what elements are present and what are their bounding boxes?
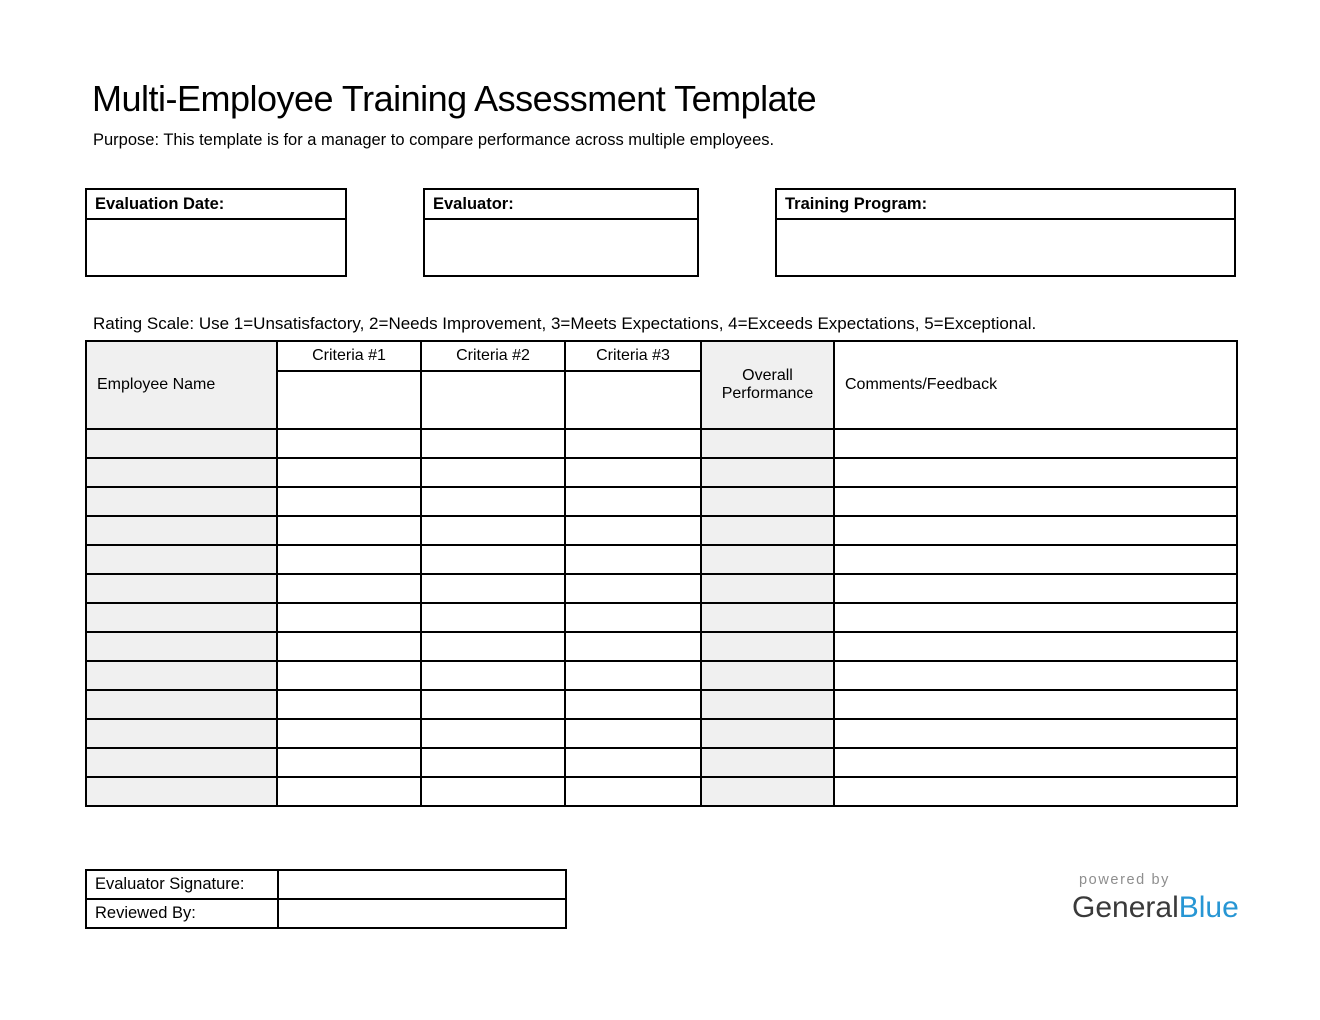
criteria-2-header: Criteria #2 [421, 341, 565, 371]
comments-cell[interactable] [834, 690, 1237, 719]
employee-name-cell[interactable] [86, 516, 277, 545]
criteria-3-cell[interactable] [565, 661, 701, 690]
comments-cell[interactable] [834, 719, 1237, 748]
training-program-box [775, 188, 1236, 277]
criteria-3-cell[interactable] [565, 574, 701, 603]
employee-name-cell[interactable] [86, 487, 277, 516]
criteria-3-cell[interactable] [565, 632, 701, 661]
criteria-1-cell[interactable] [277, 661, 421, 690]
table-row [86, 458, 1237, 487]
table-row [86, 632, 1237, 661]
comments-cell[interactable] [834, 777, 1237, 806]
employee-name-cell[interactable] [86, 545, 277, 574]
criteria-2-description-cell[interactable] [421, 371, 565, 429]
table-header-row [86, 341, 1237, 371]
criteria-2-cell[interactable] [421, 603, 565, 632]
comments-cell[interactable] [834, 632, 1237, 661]
overall-performance-cell[interactable] [701, 748, 834, 777]
criteria-3-cell[interactable] [565, 458, 701, 487]
criteria-2-cell[interactable] [421, 661, 565, 690]
overall-performance-cell[interactable] [701, 545, 834, 574]
overall-performance-cell[interactable] [701, 603, 834, 632]
overall-performance-cell[interactable] [701, 516, 834, 545]
criteria-2-cell[interactable] [421, 777, 565, 806]
criteria-3-header: Criteria #3 [565, 341, 701, 371]
reviewed-by-label: Reviewed By: [86, 899, 278, 928]
evaluation-date-label: Evaluation Date: [87, 190, 345, 220]
criteria-2-cell[interactable] [421, 719, 565, 748]
criteria-3-cell[interactable] [565, 719, 701, 748]
criteria-1-cell[interactable] [277, 690, 421, 719]
table-row [86, 690, 1237, 719]
criteria-2-cell[interactable] [421, 458, 565, 487]
evaluator-label: Evaluator: [425, 190, 697, 220]
overall-performance-cell[interactable] [701, 661, 834, 690]
overall-performance-cell[interactable] [701, 574, 834, 603]
table-row [86, 603, 1237, 632]
table-row [86, 777, 1237, 806]
comments-cell[interactable] [834, 603, 1237, 632]
employee-name-cell[interactable] [86, 719, 277, 748]
employee-name-cell[interactable] [86, 458, 277, 487]
criteria-2-cell[interactable] [421, 516, 565, 545]
employee-name-cell[interactable] [86, 748, 277, 777]
employee-name-cell[interactable] [86, 574, 277, 603]
training-program-label: Training Program: [777, 190, 1234, 220]
comments-feedback-header: Comments/Feedback [834, 341, 1237, 429]
evaluation-date-field[interactable] [87, 220, 345, 275]
table-row [86, 545, 1237, 574]
criteria-2-cell[interactable] [421, 690, 565, 719]
criteria-1-cell[interactable] [277, 574, 421, 603]
comments-cell[interactable] [834, 661, 1237, 690]
purpose-text: Purpose: This template is for a manager to compare performance across multiple employees. [93, 131, 775, 149]
criteria-1-cell[interactable] [277, 487, 421, 516]
employee-name-cell[interactable] [86, 632, 277, 661]
reviewed-by-field[interactable] [278, 899, 566, 928]
signature-table [85, 869, 567, 929]
overall-performance-cell[interactable] [701, 632, 834, 661]
overall-performance-cell[interactable] [701, 690, 834, 719]
criteria-1-cell[interactable] [277, 748, 421, 777]
overall-performance-cell[interactable] [701, 719, 834, 748]
evaluation-date-box [85, 188, 347, 277]
table-row [86, 748, 1237, 777]
employee-name-header: Employee Name [86, 341, 277, 429]
page-title: Multi-Employee Training Assessment Template [92, 78, 817, 119]
criteria-1-header: Criteria #1 [277, 341, 421, 371]
employee-name-cell[interactable] [86, 690, 277, 719]
criteria-1-cell[interactable] [277, 458, 421, 487]
table-row [86, 661, 1237, 690]
overall-performance-header: Overall Performance [701, 341, 834, 429]
overall-performance-cell[interactable] [701, 777, 834, 806]
table-row [86, 574, 1237, 603]
comments-cell[interactable] [834, 545, 1237, 574]
criteria-3-cell[interactable] [565, 487, 701, 516]
comments-cell[interactable] [834, 429, 1237, 458]
criteria-1-cell[interactable] [277, 632, 421, 661]
table-row [86, 516, 1237, 545]
criteria-1-cell[interactable] [277, 719, 421, 748]
brand-blue-text: Blue [1178, 890, 1239, 924]
brand-general-text: General [1072, 890, 1179, 924]
brand-wordmark [1072, 890, 1239, 924]
criteria-3-cell[interactable] [565, 545, 701, 574]
rating-scale-text: Rating Scale: Use 1=Unsatisfactory, 2=Needs Improvement, 3=Meets Expectations, 4=Exceeds Expectations, 5=Exceptional. [93, 314, 1037, 333]
evaluator-signature-row [86, 870, 566, 899]
criteria-3-description-cell[interactable] [565, 371, 701, 429]
criteria-3-cell[interactable] [565, 690, 701, 719]
assessment-table [85, 340, 1238, 807]
criteria-3-cell[interactable] [565, 429, 701, 458]
criteria-2-cell[interactable] [421, 748, 565, 777]
employee-name-cell[interactable] [86, 661, 277, 690]
overall-performance-cell[interactable] [701, 458, 834, 487]
table-row [86, 429, 1237, 458]
general-blue-logo [1072, 873, 1239, 923]
criteria-3-cell[interactable] [565, 516, 701, 545]
criteria-1-cell[interactable] [277, 603, 421, 632]
criteria-2-cell[interactable] [421, 574, 565, 603]
table-row [86, 487, 1237, 516]
criteria-1-description-cell[interactable] [277, 371, 421, 429]
comments-cell[interactable] [834, 487, 1237, 516]
training-program-field[interactable] [777, 220, 1234, 275]
comments-cell[interactable] [834, 574, 1237, 603]
employee-name-cell[interactable] [86, 603, 277, 632]
employee-name-cell[interactable] [86, 777, 277, 806]
criteria-2-cell[interactable] [421, 487, 565, 516]
overall-performance-cell[interactable] [701, 429, 834, 458]
powered-by-text: powered by [1079, 872, 1170, 888]
comments-cell[interactable] [834, 458, 1237, 487]
criteria-3-cell[interactable] [565, 748, 701, 777]
evaluator-field[interactable] [425, 220, 697, 275]
evaluator-box [423, 188, 699, 277]
reviewed-by-row [86, 899, 566, 928]
overall-performance-cell[interactable] [701, 487, 834, 516]
criteria-1-cell[interactable] [277, 429, 421, 458]
criteria-2-cell[interactable] [421, 545, 565, 574]
evaluator-signature-field[interactable] [278, 870, 566, 899]
comments-cell[interactable] [834, 516, 1237, 545]
criteria-3-cell[interactable] [565, 777, 701, 806]
employee-name-cell[interactable] [86, 429, 277, 458]
criteria-1-cell[interactable] [277, 516, 421, 545]
criteria-1-cell[interactable] [277, 777, 421, 806]
comments-cell[interactable] [834, 748, 1237, 777]
criteria-2-cell[interactable] [421, 429, 565, 458]
criteria-1-cell[interactable] [277, 545, 421, 574]
evaluator-signature-label: Evaluator Signature: [86, 870, 278, 899]
criteria-3-cell[interactable] [565, 603, 701, 632]
criteria-2-cell[interactable] [421, 632, 565, 661]
table-row [86, 719, 1237, 748]
